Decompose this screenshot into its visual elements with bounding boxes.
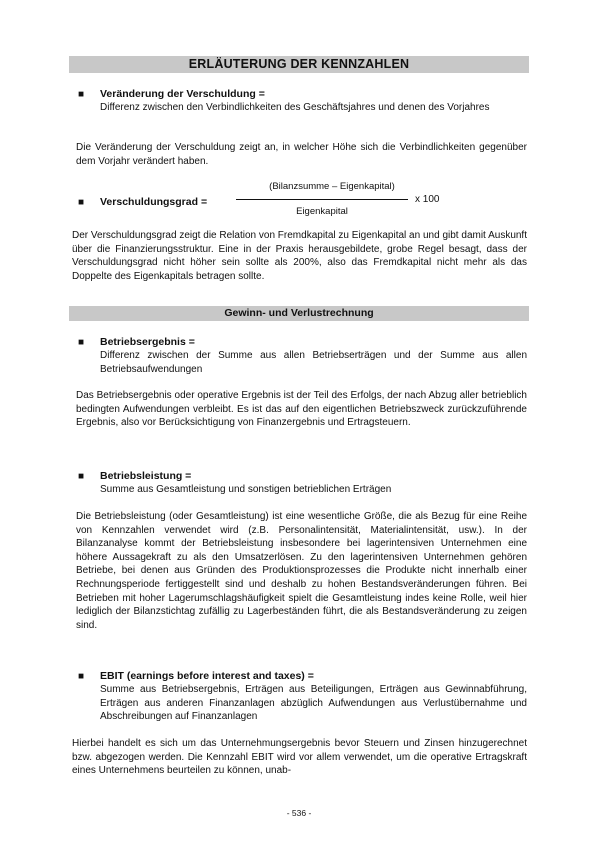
explanation-ebit: Hierbei handelt es sich um das Unternehmungsergebnis bevor Steuern und Zinsen hinzugerechnet bzw. abgezogen werden. Die Kennzahl EBIT wird vor allem verwendet, um die operative Ertragskraft eines Unternehmens beurteilen zu können, unab-	[72, 738, 527, 777]
formula-denominator: Eigenkapital	[296, 206, 348, 217]
bullet-icon: ■	[78, 671, 85, 682]
explanation-verschuldungsgrad: Der Verschuldungsgrad zeigt die Relation von Fremdkapital zu Eigenkapital an und gibt damit Auskunft über die Finanzierungsstruktur. Eine in der Praxis herausgebildete, grobe Regel besagt, dass der Verschuldungsgrad nicht höher sein sollte als 200%, also das Fremdkapital nicht mehr als das Doppelte des Eigenkapitals betragen sollte.	[72, 230, 527, 282]
page-title: ERLÄUTERUNG DER KENNZAHLEN	[69, 56, 529, 73]
bullet-icon: ■	[78, 197, 85, 208]
fraction-line	[236, 199, 408, 200]
term-ebit: EBIT (earnings before interest and taxes) =	[100, 670, 314, 682]
definition-betriebsleistung: Summe aus Gesamtleistung und sonstigen betrieblichen Erträgen	[100, 484, 392, 495]
term-veraenderung-verschuldung: Veränderung der Verschuldung =	[100, 88, 265, 100]
explanation-betriebsergebnis: Das Betriebsergebnis oder operative Ergebnis ist der Teil des Erfolgs, der nach Abzug aller betrieblich bedingten Aufwendungen verbleibt. Es ist das auf den eigentlichen Betriebszweck zurückzuführende Ergebnis, also vor Berücksichtigung von Finanzergebnis und Ertragsteuern.	[76, 390, 527, 429]
bullet-icon: ■	[78, 471, 85, 482]
term-betriebsergebnis: Betriebsergebnis =	[100, 336, 195, 348]
section-title: Gewinn- und Verlustrechnung	[69, 306, 529, 321]
bullet-icon: ■	[78, 89, 85, 100]
term-betriebsleistung: Betriebsleistung =	[100, 470, 192, 482]
explanation-veraenderung-verschuldung: Die Veränderung der Verschuldung zeigt an, in welcher Höhe sich die Verbindlichkeiten gegenüber dem Vorjahr verändert haben.	[76, 142, 527, 167]
page-number: - 536 -	[286, 808, 312, 818]
term-verschuldungsgrad: Verschuldungsgrad =	[100, 196, 208, 208]
definition-betriebsergebnis: Differenz zwischen der Summe aus allen Betriebserträgen und der Summe aus allen Betriebsaufwendungen	[100, 350, 527, 375]
formula-multiplier: x 100	[415, 194, 440, 205]
definition-ebit: Summe aus Betriebsergebnis, Erträgen aus Beteiligungen, Erträgen aus Gewinnabführung, Erträgen aus anderen Finanzanlagen abzüglich Aufwendungen aus Verlustübernahme und Abschreibungen auf Finanzanlagen	[100, 684, 527, 722]
formula-numerator: (Bilanzsumme – Eigenkapital)	[269, 181, 395, 192]
definition-veraenderung-verschuldung: Differenz zwischen den Verbindlichkeiten des Geschäftsjahres und denen des Vorjahres	[100, 102, 490, 113]
explanation-betriebsleistung: Die Betriebsleistung (oder Gesamtleistung) ist eine wesentliche Größe, die als Bezug für eine Reihe von Kennzahlen verwendet wird (z.B. Personalintensität, Materialintensität, usw.). In der Bilanzanalyse kommt der Betriebsleistung insbesondere bei lagerintensiven Unternehmen eine höhere Aussagekraft zu als den Umsatzerlösen. Zu den lagerintensiven Unternehmen gehören Betriebe, bei denen aus Gründen des Produktionsprozesses die Produkte nicht innerhalb einer Rechnungsperiode fertiggestellt sind und deshalb zu hohen Bestandsveränderungen führen. Bei Betrieben mit hoher Lagerumschlagshäufigkeit spielt die Gesamtleistung indes keine Rolle, weil hier lediglich der Bilanzstichtag zufällig zu Lagerbeständen führt, die als Bestandsveränderung zu zeigen sind.	[76, 511, 527, 631]
bullet-icon: ■	[78, 337, 85, 348]
